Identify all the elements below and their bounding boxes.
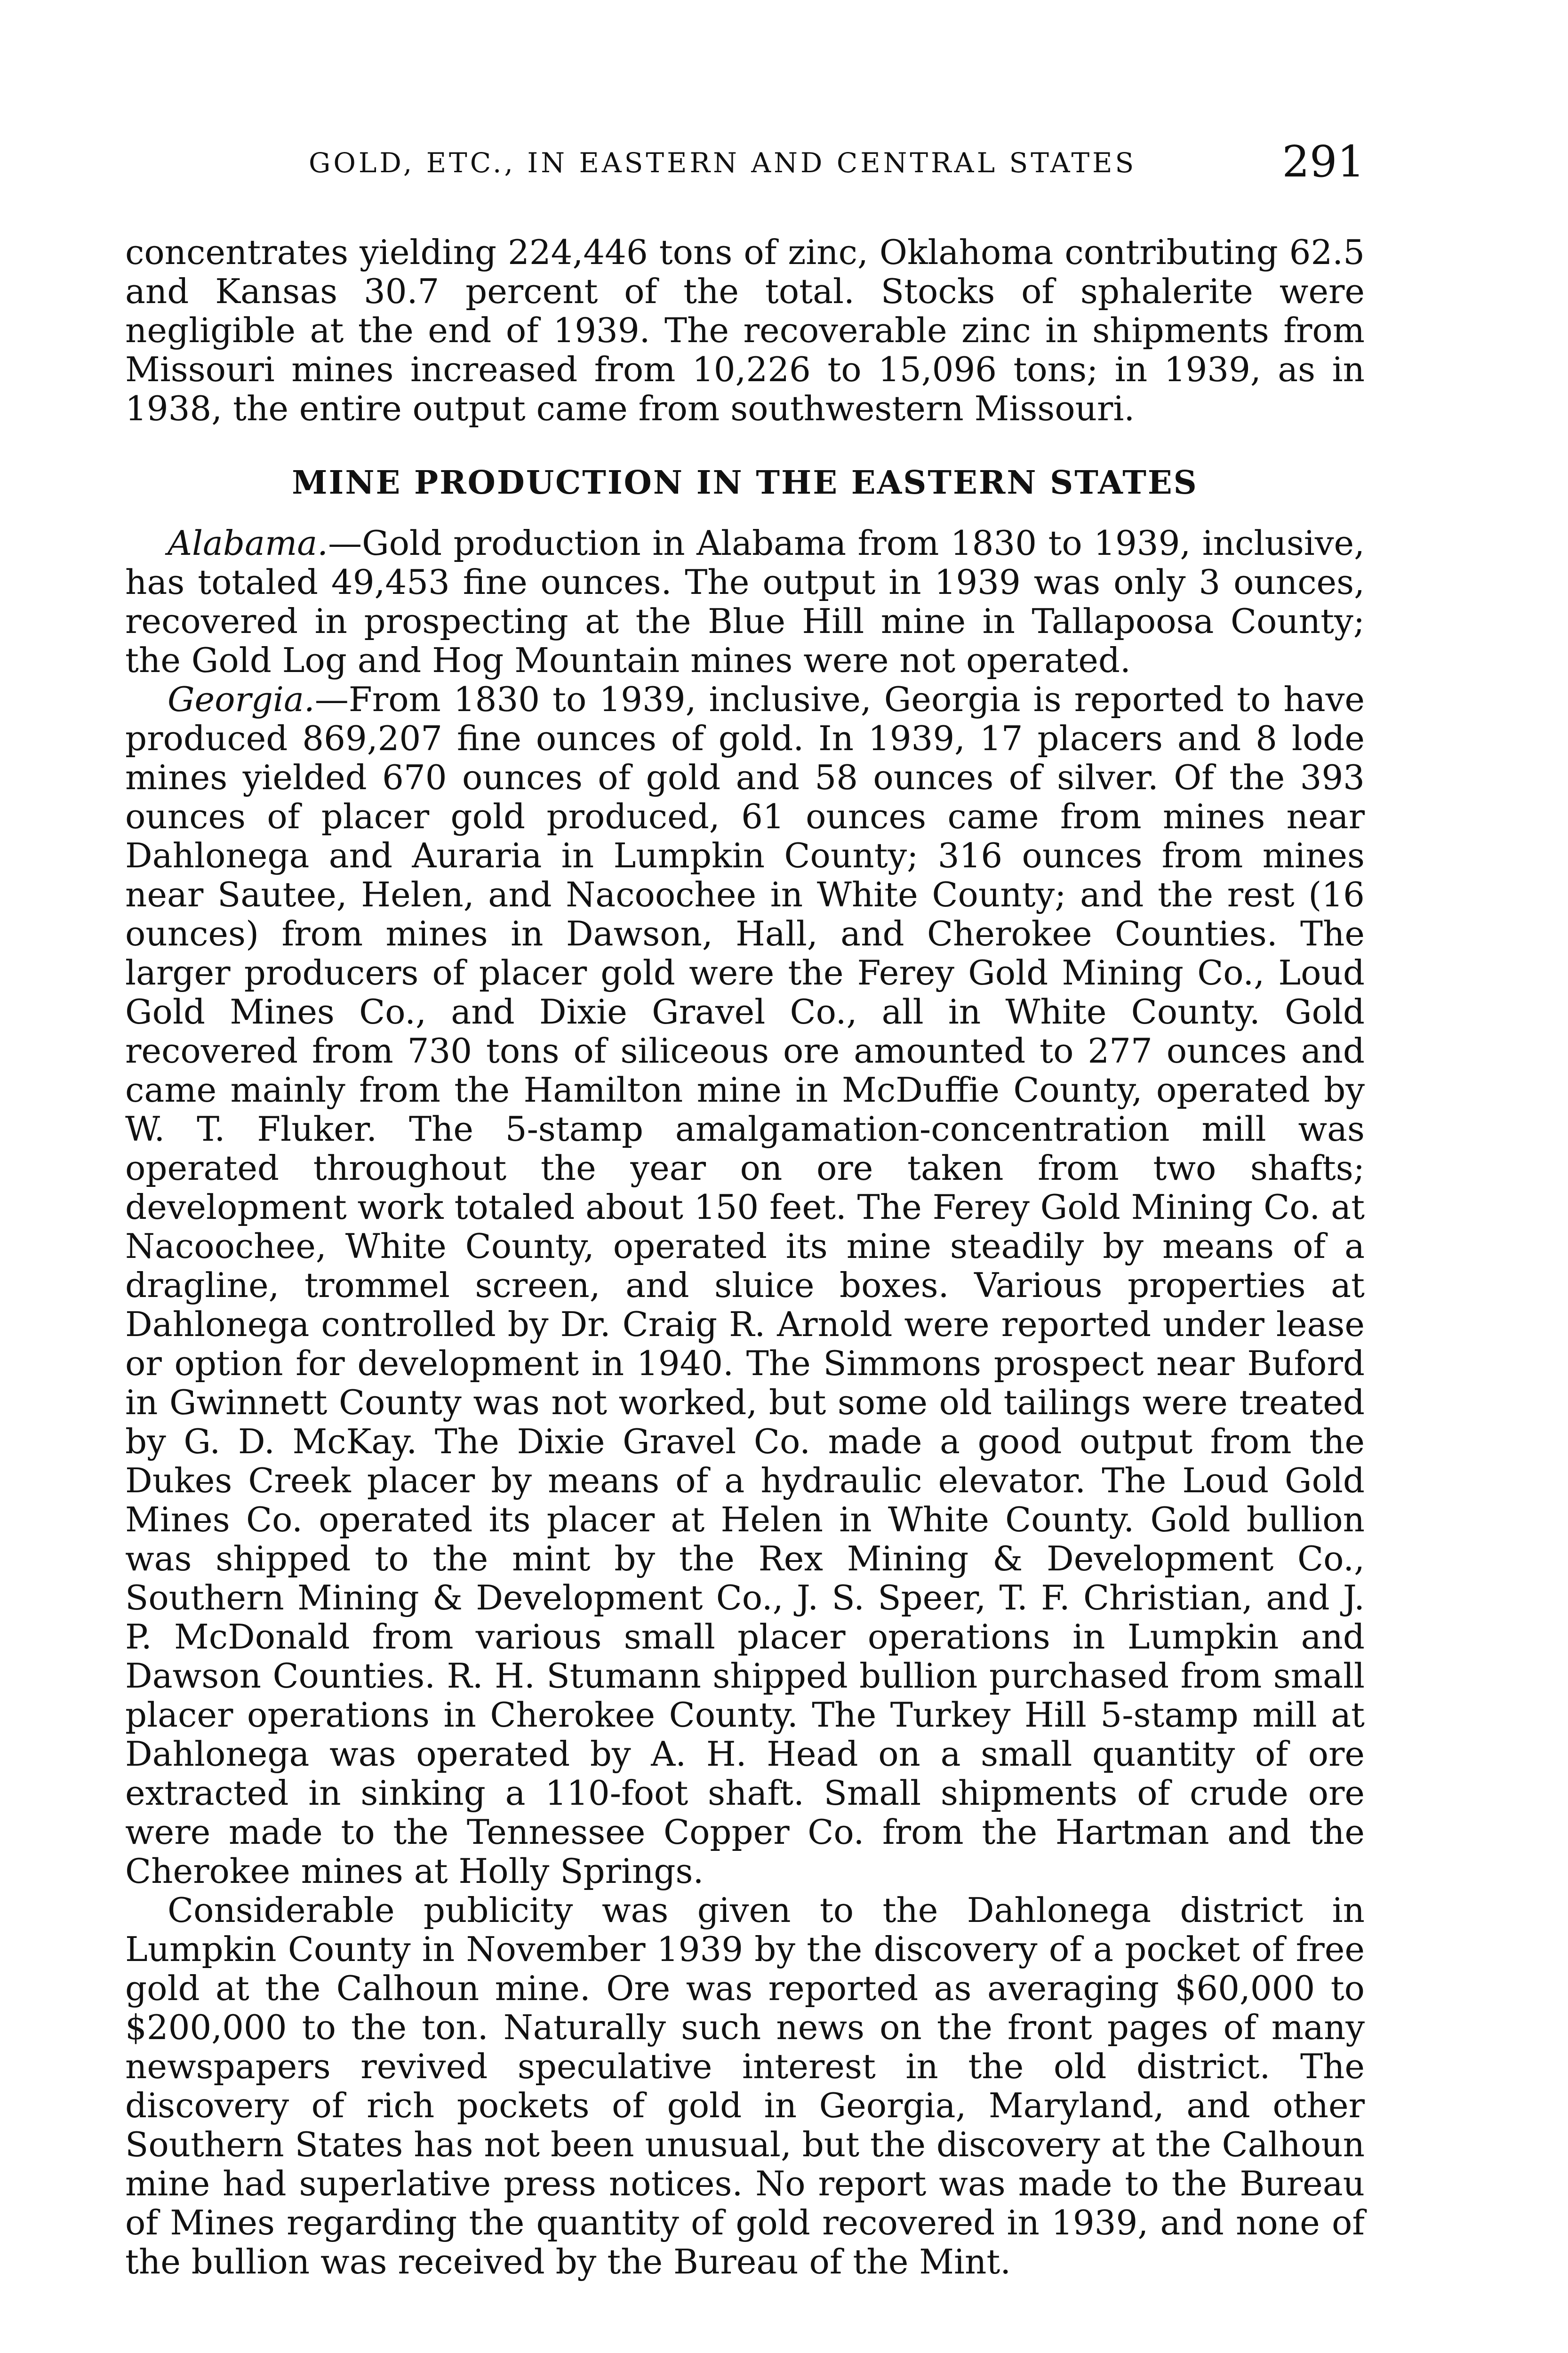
section-heading: MINE PRODUCTION IN THE EASTERN STATES (292, 464, 1198, 502)
georgia-lead-in: Georgia. (168, 680, 315, 719)
paragraph-alabama (125, 524, 1365, 680)
paragraph-calhoun-mine: Considerable publicity was given to the Dahlonega district in Lumpkin County in November 1939 by the discovery of a pocket of free gold at the Calhoun mine. Ore was reported as averaging $60,000 to $200,000 to the ton. Naturally such news on the front pages of many newspapers revived speculative interest in the old district. The discovery of rich pockets of gold in Georgia, Maryland, and other Southern States has not been unusual, but the discovery at the Calhoun mine had superlative press notices. No report was made to the Bureau of Mines regarding the quantity of gold recovered in 1939, and none of the bullion was received by the Bureau of the Mint. (125, 1890, 1365, 2281)
alabama-text: —Gold production in Alabama from 1830 to 1939, inclusive, has totaled 49,453 fine ounces. The output in 1939 was only 3 ounces, recovered in prospecting at the Blue Hill mine in Tallapoosa County; the Gold Log and Hog Mountain mines were not operated. (125, 523, 1365, 680)
paragraph-zinc-continuation: concentrates yielding 224,446 tons of zinc, Oklahoma contributing 62.5 and Kansas 30.7 percent of the total. Stocks of sphalerite were negligible at the end of 1939. The recoverable zinc in shipments from Missouri mines increased from 10,226 to 15,096 tons; in 1939, as in 1938, the entire output came from southwestern Missouri. (125, 232, 1365, 428)
page-number: 291 (1282, 136, 1365, 187)
alabama-lead-in: Alabama. (168, 523, 328, 563)
running-title: GOLD, ETC., IN EASTERN AND CENTRAL STATES (309, 147, 1137, 179)
georgia-text: —From 1830 to 1939, inclusive, Georgia is reported to have produced 869,207 fine ounces of gold. In 1939, 17 placers and 8 lode mines yielded 670 ounces of gold and 58 ounces of silver. Of the 393 ounces of placer gold produced, 61 ounces came from mines near Dahlonega and Auraria in Lumpkin County; 316 ounces from mines near Sautee, Helen, and Nacoochee in White County; and the rest (16 ounces) from mines in Dawson, Hall, and Cherokee Counties. The larger producers of placer gold were the Ferey Gold Mining Co., Loud Gold Mines Co., and Dixie Gravel Co., all in White County. Gold recovered from 730 tons of siliceous ore amounted to 277 ounces and came mainly from the Hamilton mine in McDuffie County, operated by W. T. Fluker. The 5-stamp amalgamation-concentration mill was operated throughout the year on ore taken from two shafts; development work totaled about 150 feet. The Ferey Gold Mining Co. at Nacoochee, White County, operated its mine steadily by means of a dragline, trommel screen, and sluice boxes. Various properties at Dahlonega controlled by Dr. Craig R. Arnold were reported under lease or option for development in 1940. The Simmons prospect near Buford in Gwinnett County was not worked, but some old tailings were treated by G. D. McKay. The Dixie Gravel Co. made a good output from the Dukes Creek placer by means of a hydraulic elevator. The Loud Gold Mines Co. operated its placer at Helen in White County. Gold bullion was shipped to the mint by the Rex Mining & Development Co., Southern Mining & Development Co., J. S. Speer, T. F. Christian, and J. P. McDonald from various small placer operations in Lumpkin and Dawson Counties. R. H. Stumann shipped bullion purchased from small placer operations in Cherokee County. The Turkey Hill 5-stamp mill at Dahlonega was operated by A. H. Head on a small quantity of ore extracted in sinking a 110-foot shaft. Small shipments of crude ore were made to the Tennessee Copper Co. from the Hartman and the Cherokee mines at Holly Springs. (125, 680, 1365, 1891)
paragraph-georgia (125, 680, 1365, 1891)
running-head (125, 136, 1365, 193)
body-text (125, 233, 1365, 2281)
